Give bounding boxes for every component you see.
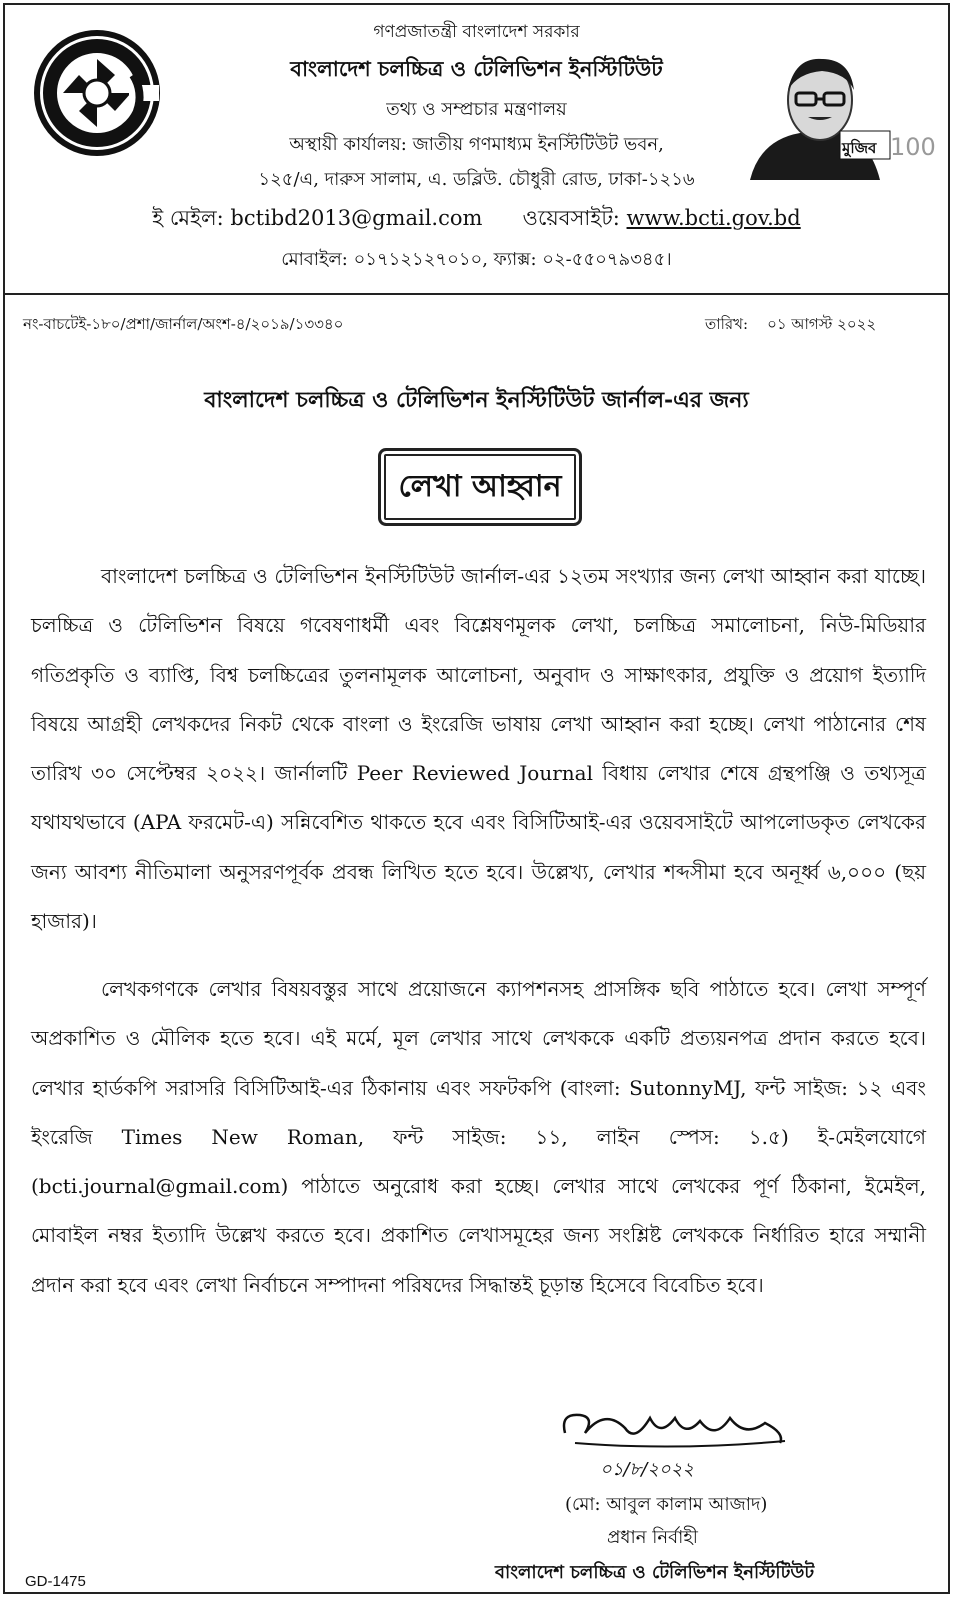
gd-code: GD-1475 xyxy=(25,1573,86,1590)
portrait-caption: মুজিব xyxy=(842,139,877,157)
letterhead xyxy=(5,5,948,295)
contact-line xyxy=(5,202,948,237)
date-label: তারিখ: xyxy=(705,315,749,333)
signatory-institute: বাংলাদেশ চলচ্চিত্র ও টেলিভিশন ইনস্টিটিউট xyxy=(495,1562,815,1583)
office-line: অস্থায়ী কার্যালয়: জাতীয় গণমাধ্যম ইনস্টিটিউট ভবন, xyxy=(289,134,664,155)
portrait-badge: 100 xyxy=(890,133,936,161)
address-line: ১২৫/এ, দারুস সালাম, এ. ডব্লিউ. চৌধুরী রোড, ঢাকা-১২১৬ xyxy=(258,169,695,190)
website-link[interactable]: www.bcti.gov.bd xyxy=(626,206,801,230)
document-page xyxy=(3,3,950,1594)
paragraph-1: বাংলাদেশ চলচ্চিত্র ও টেলিভিশন ইনস্টিটিউট জার্নাল-এর ১২তম সংখ্যার জন্য লেখা আহ্বান করা যাচ্ছে। চলচ্চিত্র ও টেলিভিশন বিষয়ে গবেষণাধর্মী এবং বিশ্লেষণমূলক লেখা, চলচ্চিত্র সমালোচনা, নিউ-মিডিয়ার গতিপ্রকৃতি ও ব্যাপ্তি, বিশ্ব চলচ্চিত্রের তুলনামূলক আলোচনা, অনুবাদ ও সাক্ষাৎকার, প্রযুক্তি ও প্রয়োগ ইত্যাদি বিষয়ে আগ্রহী লেখকদের নিকট থেকে বাংলা ও ইংরেজি ভাষায় লেখা আহ্বান করা হচ্ছে। লেখা পাঠানোর শেষ তারিখ ৩০ সেপ্টেম্বর ২০২২। জার্নালটি Peer Reviewed Journal বিধায় লেখার শেষে গ্রন্থপঞ্জি ও তথ্যসূত্র যথাযথভাবে (APA ফরমেট-এ) সন্নিবেশিত থাকতে হবে এবং বিসিটিআই-এর ওয়েবসাইটে আপলোডকৃত লেখকের জন্য আবশ্য নীতিমালা অনুসরণপূর্বক প্রবন্ধ লিখিত হতে হবে। উল্লেখ্য, লেখার শব্দসীমা হবে অনূর্ধ্ব ৬,০০০ (ছয় হাজার)। xyxy=(31,564,926,934)
signature-date: ০১/৮/২০২২ xyxy=(600,1459,695,1480)
mujib-100-portrait-icon xyxy=(740,45,936,180)
signatory-designation: প্রধান নির্বাহী xyxy=(607,1527,698,1548)
subject-heading: বাংলাদেশ চলচ্চিত্র ও টেলিভিশন ইনস্টিটিউট জার্নাল-এর জন্য xyxy=(204,387,749,413)
handwritten-signature xyxy=(555,1403,795,1488)
govt-line: গণপ্রজাতন্ত্রী বাংলাদেশ সরকার xyxy=(373,22,580,42)
letter-date xyxy=(705,313,876,338)
email-label: ই মেইল: xyxy=(152,206,224,230)
institute-name: বাংলাদেশ চলচ্চিত্র ও টেলিভিশন ইনস্টিটিউট xyxy=(290,56,663,81)
notice-title: লেখা আহ্বান xyxy=(398,469,562,504)
date-value: ০১ আগস্ট ২০২২ xyxy=(767,315,877,333)
reference-number: নং-বাচটেই-১৮০/প্রশা/জার্নাল/অংশ-৪/২০১৯/১৩৩৪০ xyxy=(23,315,344,333)
phone-line: মোবাইল: ০১৭১২১২৭০১০, ফ্যাক্স: ০২-৫৫০৭৯৩৪৫। xyxy=(281,249,672,270)
ministry-line: তথ্য ও সম্প্রচার মন্ত্রণালয় xyxy=(386,99,567,120)
website-label: ওয়েবসাইট: xyxy=(522,206,620,230)
title-box xyxy=(378,448,582,526)
signatory-name: (মো: আবুল কালাম আজাদ) xyxy=(565,1494,768,1515)
paragraph-2: লেখকগণকে লেখার বিষয়বস্তুর সাথে প্রয়োজনে ক্যাপশনসহ প্রাসঙ্গিক ছবি পাঠাতে হবে। লেখা সম্পূর্ণ অপ্রকাশিত ও মৌলিক হতে হবে। এই মর্মে, মূল লেখার সাথে লেখককে একটি প্রত্যয়নপত্র প্রদান করতে হবে। লেখার হার্ডকপি সরাসরি বিসিটিআই-এর ঠিকানায় এবং সফটকপি (বাংলা: SutonnyMJ, ফন্ট সাইজ: ১২ এবং ইংরেজি Times New Roman, ফন্ট সাইজ: ১১, লাইন স্পেস: ১.৫) ই-মেইলযোগে (bcti.journal@gmail.com) পাঠাতে অনুরোধ করা হচ্ছে। লেখার সাথে লেখকের পূর্ণ ঠিকানা, ইমেইল, মোবাইল নম্বর ইত্যাদি উল্লেখ করতে হবে। প্রকাশিত লেখাসমূহের জন্য সংশ্লিষ্ট লেখককে নির্ধারিত হারে সম্মানী প্রদান করা হবে এবং লেখা নির্বাচনে সম্পাদনা পরিষদের সিদ্ধান্তই চূড়ান্ত হিসেবে বিবেচিত হবে। xyxy=(31,977,926,1297)
email-link[interactable]: bctibd2013@gmail.com xyxy=(230,206,483,230)
